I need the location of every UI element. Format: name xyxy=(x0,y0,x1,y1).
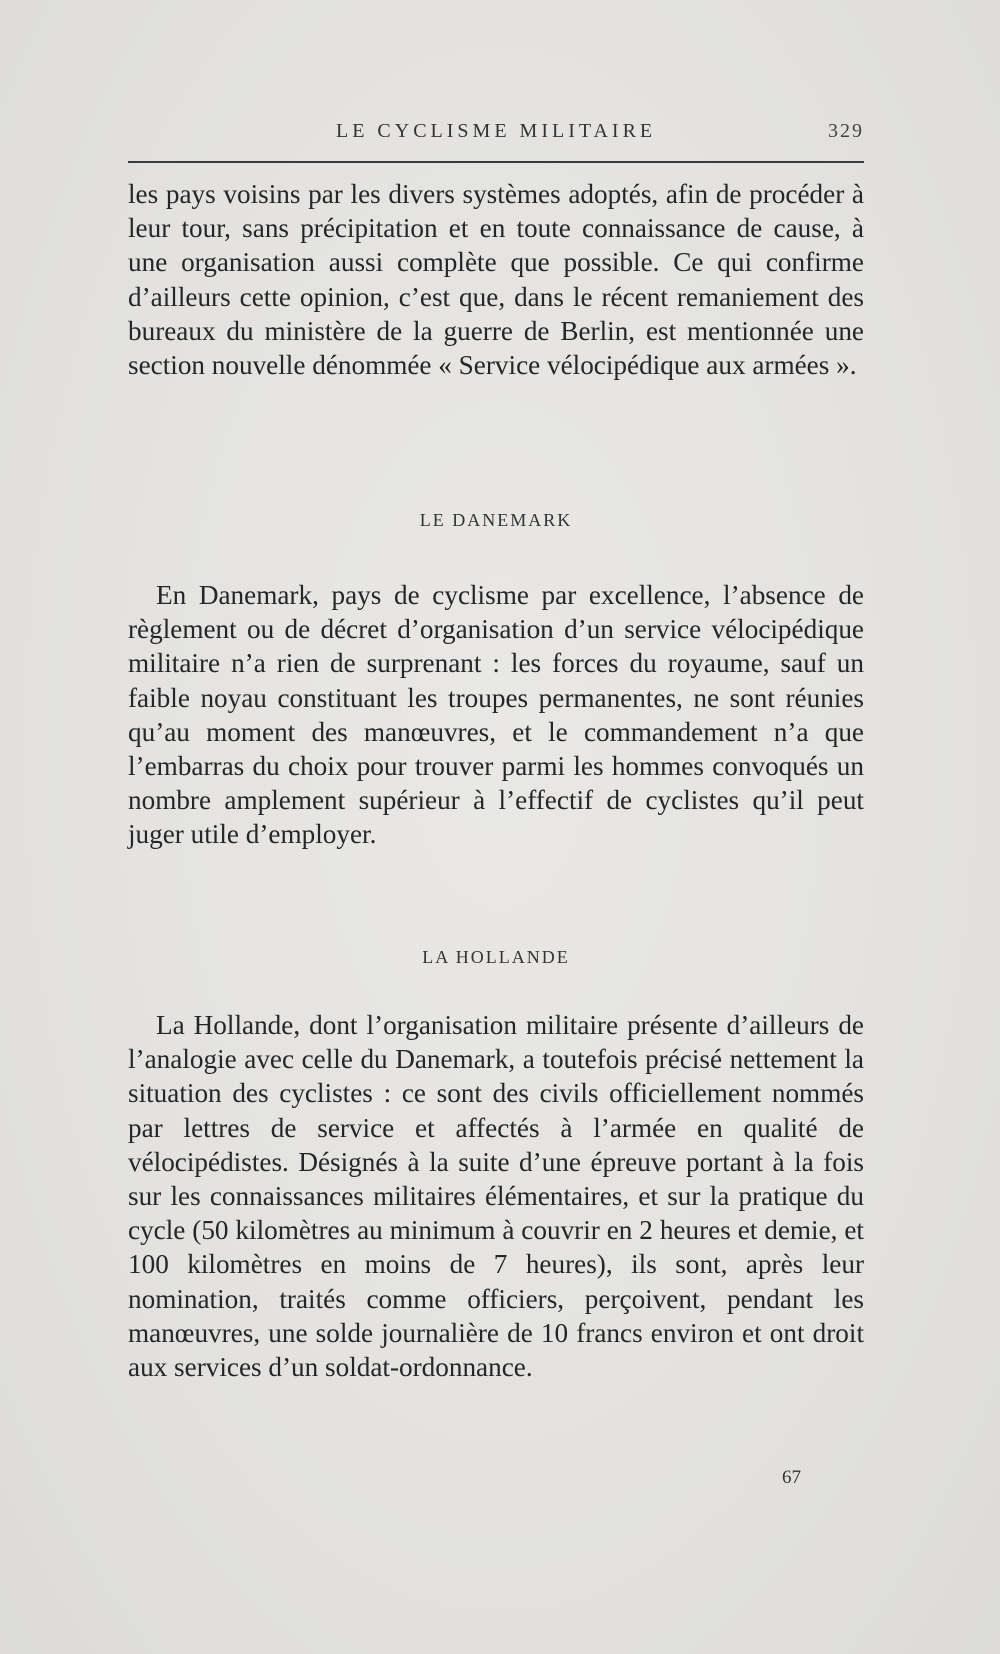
paragraph-hollande: La Hollande, dont l’organisation militaire présente d’ailleurs de l’analogie avec celle du Danemark, a toutefois précisé nettement la situation des cyclistes : ce sont des civils officiellement nommés par lettres de service et affectés à l’armée en qualité de vélocipédistes. Désignés à la suite d’une épreuve portant à la fois sur les connaissances militaires élémentaires, et sur la pratique du cycle (50 kilomètres au minimum à couvrir en 2 heures et demie, et 100 kilomètres en moins de 7 heures), ils sont, après leur nomination, traités comme officiers, perçoivent, pendant les manœuvres, une solde journalière de 10 francs environ et ont droit aux services d’un soldat-ordonnance. xyxy=(128,1010,864,1383)
intro-paragraph: les pays voisins par les divers systèmes adoptés, afin de procéder à leur tour, sans précipitation et en toute connaissance de cause, à une organisation aussi complète que possible. Ce qui confirme d’ailleurs cette opinion, c’est que, dans le récent remaniement des bureaux du ministère de la guerre de Berlin, est mentionnée une section nouvelle dénommée « Service vélocipédique aux armées ». xyxy=(128,179,864,381)
running-title: LE CYCLISME MILITAIRE xyxy=(336,120,657,142)
running-head xyxy=(128,120,864,150)
section-title-hollande: LA HOLLANDE xyxy=(422,947,570,967)
signature-mark: 67 xyxy=(782,1467,801,1488)
paragraph-danemark: En Danemark, pays de cyclisme par excellence, l’absence de règlement ou de décret d’organisation d’un service vélocipédique militaire n’a rien de surprenant : les forces du royaume, sauf un faible noyau constituant les troupes permanentes, ne sont réunies qu’au moment des manœuvres, et le commandement n’a que l’embarras du choix pour trouver parmi les hommes convoqués un nombre amplement supérieur à l’effectif de cyclistes qu’il peut juger utile d’employer. xyxy=(128,580,864,850)
section-title-danemark: LE DANEMARK xyxy=(419,510,573,530)
page-number: 329 xyxy=(828,120,864,142)
header-rule xyxy=(128,161,864,163)
